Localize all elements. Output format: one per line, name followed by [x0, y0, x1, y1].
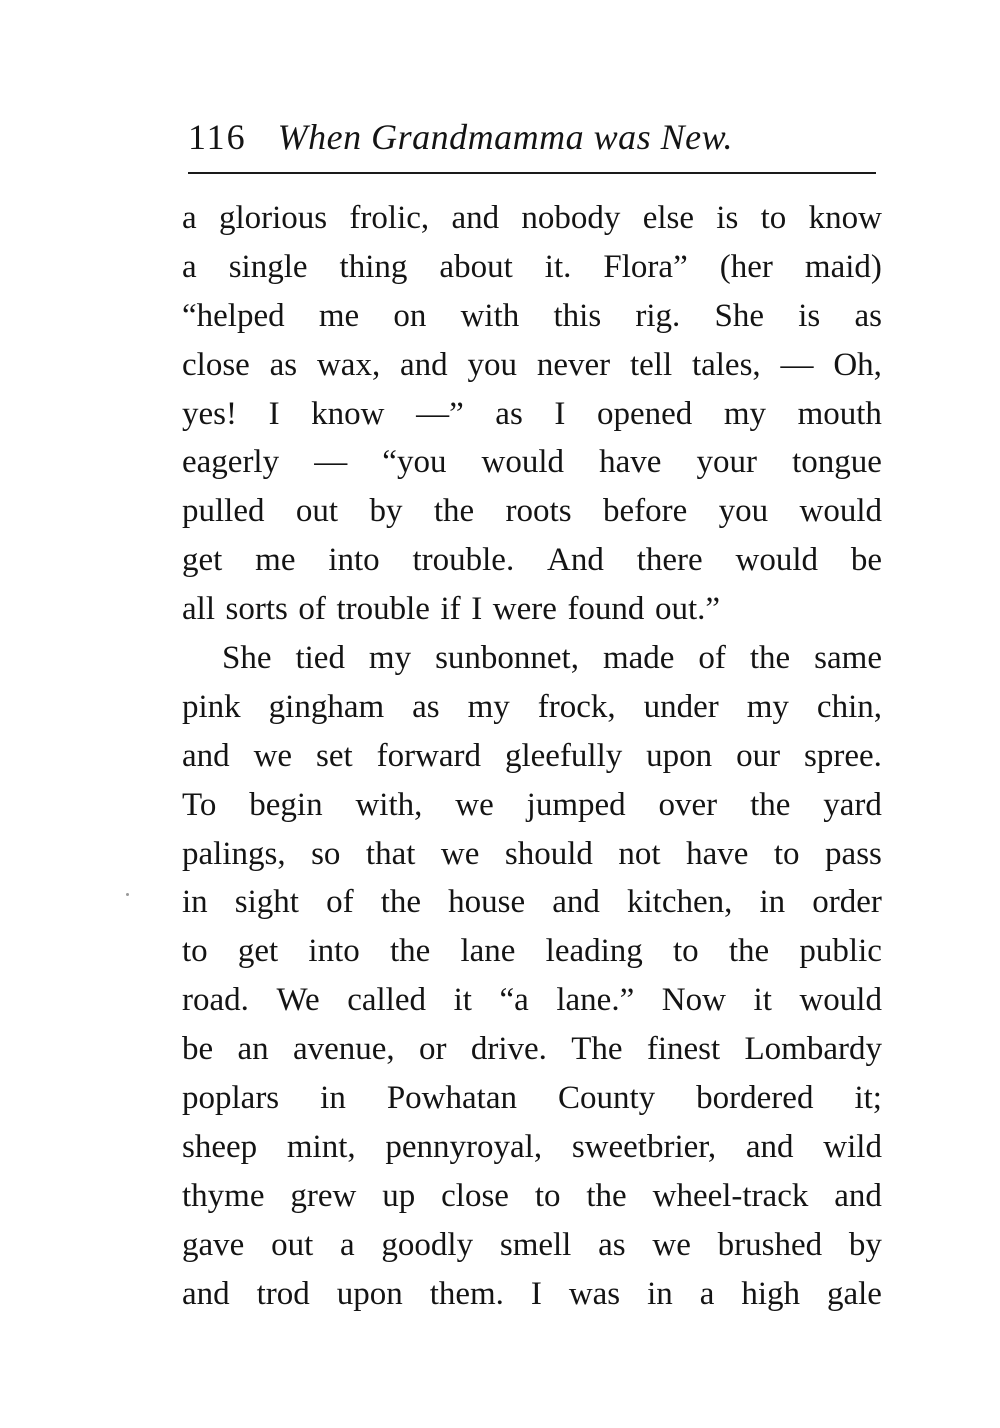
word: gale: [826, 1275, 882, 1312]
word: the: [749, 640, 791, 677]
text-line: [182, 878, 882, 927]
word: would: [735, 542, 818, 579]
word: roots: [505, 493, 572, 530]
word: nobody: [521, 200, 621, 236]
word: thing: [339, 248, 408, 285]
word: is: [716, 200, 739, 236]
word: —: [780, 346, 814, 383]
word: and: [834, 1177, 882, 1214]
word: into: [328, 542, 380, 579]
word: road.: [182, 982, 249, 1019]
word: order: [812, 884, 882, 921]
word: lane: [460, 933, 516, 970]
text-line: [182, 341, 882, 390]
word: sorts: [225, 591, 288, 628]
word: would: [799, 493, 882, 530]
word: as: [854, 297, 882, 334]
word: in: [759, 884, 786, 921]
word: were: [492, 591, 557, 628]
word: the: [433, 493, 475, 530]
page-header: [188, 112, 878, 162]
word: to: [773, 835, 800, 872]
word: and: [400, 346, 448, 383]
word: pulled: [182, 493, 265, 530]
word: —: [314, 444, 348, 481]
word: to: [673, 933, 699, 970]
word: set: [315, 737, 353, 774]
header-rule: [188, 172, 876, 174]
word: drive.: [470, 1031, 547, 1068]
word: gleefully: [504, 737, 623, 774]
word: the: [380, 884, 422, 921]
word: be: [850, 542, 882, 579]
word: the: [750, 786, 791, 823]
word: of: [698, 640, 726, 677]
word: high: [741, 1275, 801, 1312]
word: as: [495, 395, 523, 432]
word: it: [453, 982, 472, 1019]
text-line: [182, 927, 882, 976]
word: all: [182, 591, 215, 628]
page-number: 116: [188, 117, 247, 157]
word: was: [568, 1275, 621, 1312]
word: “you: [382, 444, 447, 481]
word: or: [419, 1031, 447, 1068]
word: with,: [355, 786, 423, 823]
word: out: [271, 1226, 314, 1263]
word: never: [536, 346, 611, 383]
word: palings,: [182, 835, 286, 872]
word: kitchen,: [627, 884, 733, 921]
word: sight: [234, 884, 299, 921]
word: called: [347, 982, 426, 1019]
word: found: [567, 591, 645, 628]
word: finest: [646, 1031, 721, 1068]
word: so: [311, 835, 341, 872]
text-line: [182, 1025, 882, 1074]
word: get: [237, 933, 279, 970]
word: know: [808, 200, 882, 236]
text-line: [182, 1172, 882, 1221]
word: avenue,: [292, 1031, 395, 1068]
text-line: [182, 683, 882, 732]
word: And: [547, 542, 604, 579]
word: “helped: [182, 297, 285, 334]
word: have: [599, 444, 662, 481]
word: your: [696, 444, 758, 481]
word: it;: [854, 1080, 882, 1117]
word: lane.”: [556, 982, 635, 1019]
word: wild: [823, 1128, 882, 1165]
word: it: [753, 982, 772, 1019]
word: close: [441, 1177, 509, 1214]
word: we: [652, 1226, 691, 1263]
word: gingham: [268, 688, 385, 725]
word: I: [554, 395, 566, 432]
word: wax,: [316, 346, 381, 383]
word: same: [814, 640, 882, 677]
word: County: [557, 1080, 656, 1117]
word: The: [571, 1031, 623, 1068]
word: as: [269, 346, 298, 383]
word: is: [798, 297, 821, 334]
text-line: [182, 976, 882, 1025]
word: the: [586, 1177, 627, 1214]
word: if: [440, 591, 461, 628]
word: mint,: [286, 1128, 356, 1165]
body-text: [182, 194, 882, 1318]
word: She: [222, 640, 272, 677]
word: the: [389, 933, 431, 970]
word: forward: [376, 737, 482, 774]
word: sheep: [182, 1128, 258, 1165]
text-line: [182, 438, 882, 487]
word: close: [182, 346, 250, 383]
word: mouth: [797, 395, 882, 432]
word: with: [460, 297, 520, 334]
word: as: [598, 1226, 626, 1263]
word: sunbonnet,: [435, 640, 579, 677]
text-line: [182, 781, 882, 830]
word: brushed: [717, 1226, 823, 1263]
word: to: [760, 200, 787, 236]
word: I: [471, 591, 483, 628]
word: to: [182, 933, 208, 970]
word: have: [686, 835, 749, 872]
word: single: [228, 248, 308, 285]
word: as: [412, 688, 440, 725]
word: know: [311, 395, 385, 432]
text-line: [182, 1270, 882, 1319]
word: Flora”: [603, 248, 688, 285]
text-line: [182, 1074, 882, 1123]
word: a: [699, 1275, 715, 1312]
word: tell: [629, 346, 673, 383]
word: an: [237, 1031, 269, 1068]
word: (her: [719, 248, 773, 285]
word: and: [182, 737, 230, 774]
word: house: [448, 884, 526, 921]
word: glorious: [218, 200, 328, 236]
word: them.: [429, 1275, 504, 1312]
word: up: [382, 1177, 416, 1214]
word: yes!: [182, 395, 237, 432]
word: and: [745, 1128, 794, 1165]
word: I: [530, 1275, 542, 1312]
text-line: [182, 390, 882, 439]
word: over: [658, 786, 718, 823]
text-line: [182, 830, 882, 879]
word: —”: [416, 395, 464, 432]
word: else: [642, 200, 694, 236]
word: and: [182, 1275, 230, 1312]
word: there: [636, 542, 703, 579]
word: in: [320, 1080, 346, 1117]
word: a: [182, 248, 197, 285]
word: trouble: [336, 591, 430, 628]
word: thyme: [182, 1177, 265, 1214]
word: She: [714, 297, 765, 334]
word: of: [326, 884, 354, 921]
word: smell: [499, 1226, 572, 1263]
word: me: [318, 297, 360, 334]
word: out.”: [654, 591, 721, 628]
word: should: [504, 835, 593, 872]
word: goodly: [381, 1226, 474, 1263]
word: yard: [823, 786, 882, 823]
word: poplars: [182, 1080, 280, 1117]
text-line: [182, 292, 882, 341]
word: Now: [661, 982, 726, 1019]
margin-speck: [126, 893, 129, 896]
word: “a: [499, 982, 529, 1019]
word: and: [451, 200, 500, 236]
text-line: [182, 585, 882, 634]
word: Powhatan: [386, 1080, 517, 1117]
word: jumped: [526, 786, 626, 823]
word: trouble.: [412, 542, 515, 579]
word: be: [182, 1031, 214, 1068]
word: begin: [249, 786, 323, 823]
word: wheel-track: [652, 1177, 809, 1214]
word: would: [481, 444, 565, 481]
word: out: [295, 493, 339, 530]
word: under: [643, 688, 719, 725]
text-line: [182, 634, 882, 683]
word: opened: [596, 395, 693, 432]
word: we: [455, 786, 494, 823]
word: that: [365, 835, 416, 872]
word: in: [647, 1275, 673, 1312]
word: and: [552, 884, 600, 921]
word: a: [182, 200, 197, 236]
word: pennyroyal,: [385, 1128, 543, 1165]
word: my: [746, 688, 789, 725]
word: not: [618, 835, 661, 872]
word: in: [182, 884, 208, 921]
word: of: [298, 591, 326, 628]
word: tales,: [691, 346, 761, 383]
word: about: [439, 248, 513, 285]
word: pink: [182, 688, 241, 725]
text-line: [182, 1123, 882, 1172]
text-line: [182, 243, 882, 292]
word: rig.: [635, 297, 681, 334]
word: you: [718, 493, 769, 530]
word: you: [467, 346, 518, 383]
word: gave: [182, 1226, 245, 1263]
word: eagerly: [182, 444, 280, 481]
running-title: When Grandmamma was New.: [277, 117, 733, 157]
word: our: [736, 737, 781, 774]
word: get: [182, 542, 223, 579]
word: by: [848, 1226, 882, 1263]
word: upon: [336, 1275, 403, 1312]
word: Oh,: [833, 346, 882, 383]
word: my: [723, 395, 766, 432]
word: a: [340, 1226, 355, 1263]
text-line: [182, 536, 882, 585]
word: public: [799, 933, 882, 970]
word: made: [602, 640, 675, 677]
word: leading: [545, 933, 643, 970]
word: frolic,: [349, 200, 430, 236]
word: tied: [295, 640, 345, 677]
word: we: [440, 835, 480, 872]
word: we: [253, 737, 293, 774]
word: to: [534, 1177, 561, 1214]
word: spree.: [804, 737, 882, 774]
word: grew: [290, 1177, 357, 1214]
word: I: [268, 395, 280, 432]
word: bordered: [696, 1080, 814, 1117]
word: sweetbrier,: [571, 1128, 717, 1165]
word: We: [276, 982, 320, 1019]
word: into: [308, 933, 360, 970]
word: tongue: [792, 444, 882, 481]
word: trod: [256, 1275, 310, 1312]
word: Lombardy: [744, 1031, 882, 1068]
word: this: [553, 297, 602, 334]
word: frock,: [537, 688, 616, 725]
word: on: [393, 297, 427, 334]
text-line: [182, 194, 882, 243]
word: chin,: [816, 688, 882, 725]
word: by: [369, 493, 403, 530]
word: before: [602, 493, 688, 530]
word: my: [368, 640, 412, 677]
word: would: [799, 982, 882, 1019]
text-line: [182, 732, 882, 781]
text-line: [182, 1221, 882, 1270]
word: To: [182, 786, 217, 823]
word: it.: [544, 248, 572, 285]
word: my: [467, 688, 510, 725]
word: me: [255, 542, 296, 579]
word: pass: [825, 835, 882, 872]
word: maid): [804, 248, 882, 285]
word: upon: [646, 737, 713, 774]
word: the: [728, 933, 770, 970]
text-line: [182, 487, 882, 536]
